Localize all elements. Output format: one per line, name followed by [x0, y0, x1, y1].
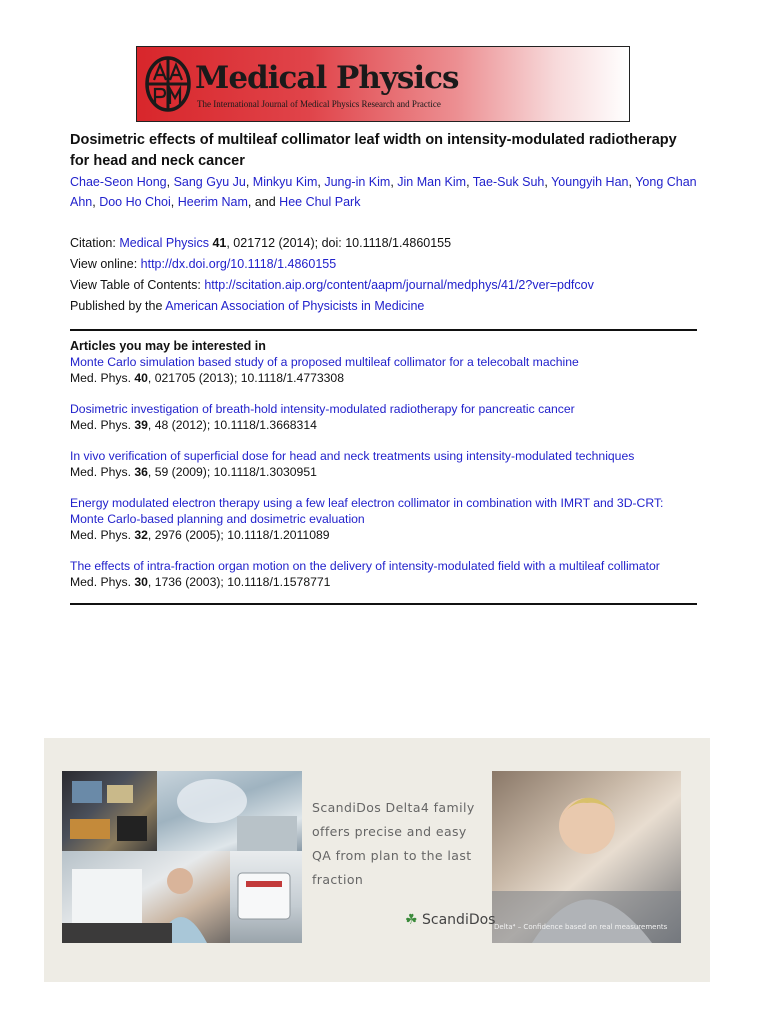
related-article-citation: Med. Phys. 30, 1736 (2003); 10.1118/1.1578771	[70, 575, 331, 589]
device-photo	[230, 851, 302, 943]
clinician-figure-icon	[62, 851, 230, 943]
related-article	[70, 448, 700, 480]
linac-photo	[157, 771, 302, 851]
journal-name: Medical Physics	[195, 60, 459, 96]
publisher-link[interactable]: American Association of Physicists in Medicine	[165, 299, 425, 313]
control-room-photo	[62, 771, 157, 851]
publisher-line: Published by the American Association of Physicists in Medicine	[70, 299, 425, 313]
author-link[interactable]: Tae-Suk Suh	[472, 175, 545, 189]
journal-banner[interactable]	[136, 46, 630, 122]
related-heading: Articles you may be interested in	[70, 339, 266, 353]
toc-line: View Table of Contents: http://scitation.aip.org/content/aapm/journal/medphys/41/2?ver=pdfcov	[70, 278, 594, 292]
patient-photo	[62, 851, 230, 943]
related-article-citation: Med. Phys. 40, 021705 (2013); 10.1118/1.4773308	[70, 371, 344, 385]
view-online-line: View online: http://dx.doi.org/10.1118/1.4860155	[70, 257, 337, 271]
related-article	[70, 495, 700, 543]
citation-journal-link[interactable]: Medical Physics	[119, 236, 209, 250]
scandidos-advertisement[interactable]	[44, 738, 710, 982]
divider-bottom	[70, 603, 697, 605]
author-link[interactable]: Sang Gyu Ju	[173, 175, 246, 189]
doi-link[interactable]: http://dx.doi.org/10.1118/1.4860155	[140, 257, 337, 271]
citation-line: Citation: Medical Physics 41, 021712 (2014); doi: 10.1118/1.4860155	[70, 236, 452, 250]
related-article	[70, 354, 700, 386]
author-link[interactable]: Doo Ho Choi	[99, 195, 171, 209]
related-article	[70, 558, 700, 590]
related-article-link[interactable]: Energy modulated electron therapy using a few leaf electron collimator in combination with IMRT and 3D-CRT: Monte Carlo-based planning and dosimetric evaluation	[70, 496, 664, 526]
author-link[interactable]: Yong Chan Ahn	[70, 175, 697, 209]
author-link[interactable]: Jin Man Kim	[397, 175, 467, 189]
ad-copy: ScandiDos Delta4 family offers precise and easy QA from plan to the last fraction	[312, 800, 475, 887]
related-article-citation: Med. Phys. 32, 2976 (2005); 10.1118/1.2011089	[70, 528, 330, 542]
linac-machine-icon	[157, 771, 302, 851]
author-link[interactable]: Hee Chul Park	[279, 195, 361, 209]
author-link[interactable]: Youngyih Han	[551, 175, 629, 189]
delta4-device-icon	[230, 851, 302, 943]
related-article-link[interactable]: Dosimetric investigation of breath-hold intensity-modulated radiotherapy for pancreatic cancer	[70, 402, 575, 416]
technician-figure-icon	[492, 771, 681, 943]
related-article-link[interactable]: Monte Carlo simulation based study of a proposed multileaf collimator for a telecobalt machine	[70, 355, 579, 369]
ad-tagline: Delta⁴ – Confidence based on real measurements	[494, 923, 668, 931]
author-link[interactable]: Chae-Seon Hong	[70, 175, 167, 189]
author-link[interactable]: Heerim Nam	[177, 195, 248, 209]
related-article-link[interactable]: The effects of intra-fraction organ motion on the delivery of intensity-modulated field with a multileaf collimator	[70, 559, 660, 573]
author-list: Chae-Seon Hong, Sang Gyu Ju, Minkyu Kim, Jung-in Kim, Jin Man Kim, Tae-Suk Suh, Youngyih Han, Yong Chan Ahn, Doo Ho Choi, Heerim Nam, and Hee Chul Park	[70, 175, 697, 209]
related-articles-list	[70, 354, 700, 605]
monitor-screens-icon	[62, 771, 157, 851]
related-article-link[interactable]: In vivo verification of superficial dose for head and neck treatments using intensity-modulated techniques	[70, 449, 635, 463]
related-article-citation: Med. Phys. 36, 59 (2009); 10.1118/1.3030951	[70, 465, 317, 479]
related-article	[70, 401, 700, 433]
author-link[interactable]: Jung-in Kim	[324, 175, 391, 189]
journal-subtitle: The International Journal of Medical Physics Research and Practice	[197, 99, 441, 109]
toc-link[interactable]: http://scitation.aip.org/content/aapm/journal/medphys/41/2?ver=pdfcov	[204, 278, 594, 292]
technician-photo	[492, 771, 681, 943]
article-title: Dosimetric effects of multileaf collimator leaf width on intensity-modulated radiotherapy for head and neck cancer	[70, 132, 677, 169]
scandidos-logo: ☘ ScandiDos	[405, 912, 496, 928]
author-link[interactable]: Minkyu Kim	[252, 175, 318, 189]
citation-volume: 41	[212, 236, 227, 250]
aapm-logo-icon	[145, 56, 191, 112]
leaf-icon: ☘	[405, 912, 418, 928]
related-article-citation: Med. Phys. 39, 48 (2012); 10.1118/1.3668314	[70, 418, 317, 432]
divider-top	[70, 329, 697, 331]
